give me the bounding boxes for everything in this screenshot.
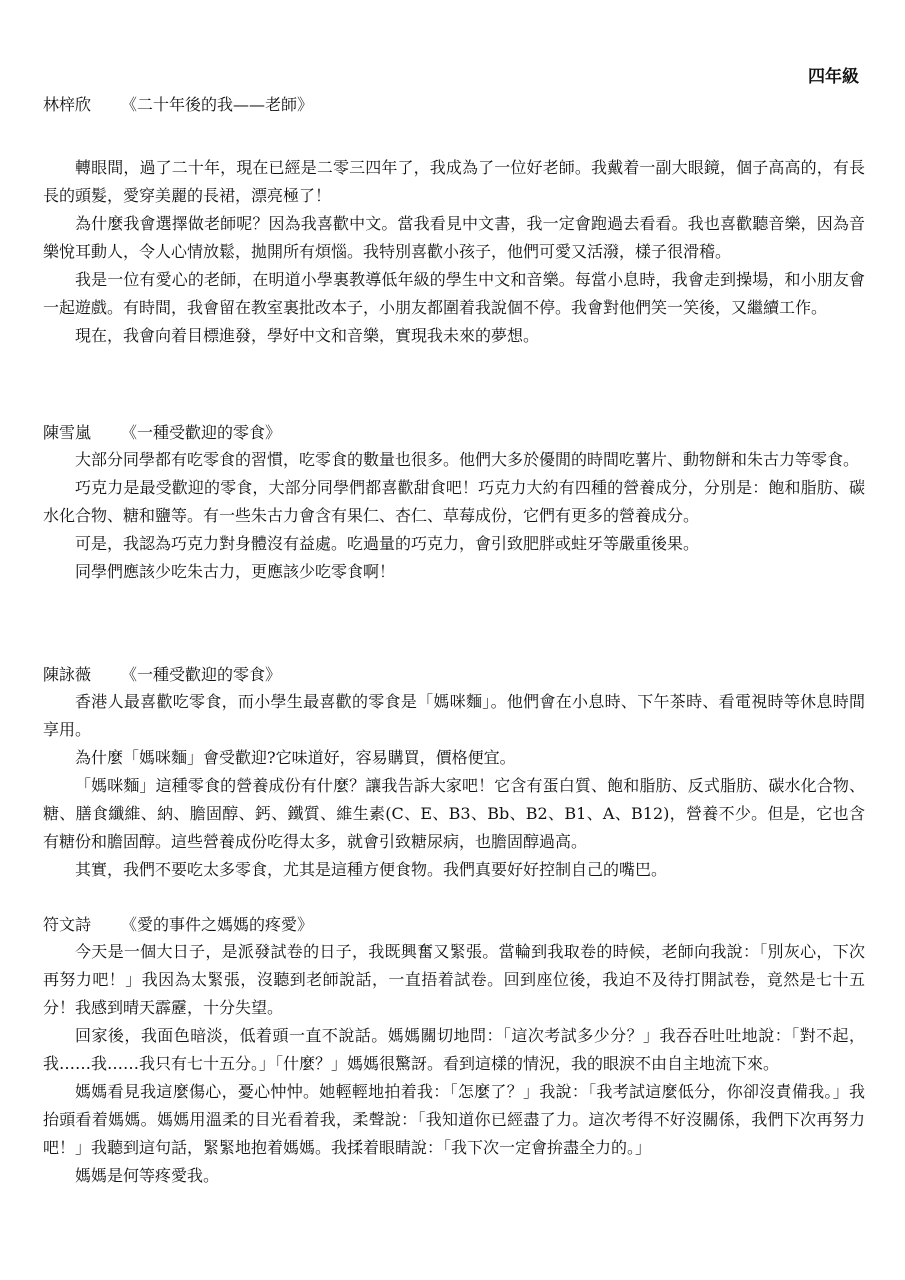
essay-4 [43,912,865,1190]
essay-title: 《一種受歡迎的零食》 [121,423,282,442]
paragraph: 巧克力是最受歡迎的零食，大部分同學們都喜歡甜食吧！巧克力大約有四種的營養成分，分別是：飽和脂肪、碳水化合物、糖和鹽等。有一些朱古力會含有果仁、杏仁、草莓成份，它們有更多的營養成分。 [43,478,865,525]
essay-title: 《愛的事件之媽媽的疼愛》 [121,915,314,934]
essay-heading [43,662,865,688]
essay-heading [43,912,865,938]
author-name: 符文詩 [43,915,92,934]
paragraph: 媽媽看見我這麼傷心，憂心忡忡。她輕輕地拍着我：「怎麼了？」我說：「我考試這麼低分，你卻沒責備我。」我抬頭看着媽媽。媽媽用溫柔的目光看着我，柔聲說：「我知道你已經盡了力。這次考得不好沒關係，我們下次再努力吧！」我聽到這句話，緊緊地抱着媽媽。我揉着眼睛說：「我下次一定會拚盡全力的。」 [43,1082,865,1157]
paragraph: 現在，我會向着目標進發，學好中文和音樂，實現我未來的夢想。 [75,326,540,345]
paragraph: 「媽咪麵」這種零食的營養成份有什麼？讓我告訴大家吧！它含有蛋白質、飽和脂肪、反式脂肪、碳水化合物、糖、膳食纖維、納、膽固醇、鈣、鐵質、維生素(C、E、B3、Bb、B2、B1、A、B12)，營養不少。但是，它也含有糖份和膽固醇。這些營養成份吃得太多，就會引致糖尿病，也膽固醇過高。 [43,776,865,851]
paragraph: 回家後，我面色暗淡，低着頭一直不說話。媽媽關切地問：「這次考試多少分？」我吞吞吐吐地說：「對不起，我……我……我只有七十五分。」「什麼？」媽媽很驚訝。看到這樣的情況，我的眼淚不由自主地流下來。 [43,1026,865,1073]
paragraph: 我是一位有愛心的老師，在明道小學裏教導低年級的學生中文和音樂。每當小息時，我會走到操場，和小朋友會一起遊戲。有時間，我會留在教室裏批改本子，小朋友都圍着我說個不停。我會對他們笑一笑後，又繼續工作。 [43,270,865,317]
paragraph: 大部分同學都有吃零食的習慣，吃零食的數量也很多。他們大多於優閒的時間吃薯片、動物餅和朱古力等零食。 [75,450,860,469]
essay-2 [43,420,865,586]
paragraph: 同學們應該少吃朱古力，更應該少吃零食啊！ [75,562,396,581]
paragraph: 可是，我認為巧克力對身體沒有益處。吃過量的巧克力，會引致肥胖或蛀牙等嚴重後果。 [75,534,700,553]
essay-3 [43,662,865,884]
author-name: 陳雪嵐 [43,423,92,442]
essay-title: 《二十年後的我——老師》 [121,95,314,114]
paragraph: 轉眼間，過了二十年，現在已經是二零三四年了，我成為了一位好老師。我戴着一副大眼鏡，個子高高的，有長長的頭髮，愛穿美麗的長裙，漂亮極了！ [43,158,865,205]
paragraph: 媽媽是何等疼愛我。 [75,1166,220,1185]
paragraph: 為什麼我會選擇做老師呢？因為我喜歡中文。當我看見中文書，我一定會跑過去看看。我也喜歡聽音樂，因為音樂悅耳動人，令人心情放鬆，拋開所有煩惱。我特別喜歡小孩子，他們可愛又活潑，樣子很滑稽。 [43,214,865,261]
essay-title: 《一種受歡迎的零食》 [121,665,282,684]
author-name: 陳詠薇 [43,665,92,684]
essay-1 [43,92,865,350]
paragraph: 其實，我們不要吃太多零食，尤其是這種方便食物。我們真要好好控制自己的嘴巴。 [75,860,668,879]
paragraph: 香港人最喜歡吃零食，而小學生最喜歡的零食是「媽咪麵」。他們會在小息時、下午茶時、看電視時等休息時間享用。 [43,692,865,739]
author-name: 林梓欣 [43,95,92,114]
essay-heading [43,420,865,446]
paragraph: 今天是一個大日子，是派發試卷的日子，我既興奮又緊張。當輪到我取卷的時候，老師向我說：「別灰心，下次再努力吧！」我因為太緊張，沒聽到老師說話，一直捂着試卷。回到座位後，我迫不及待打開試卷，竟然是七十五分！我感到晴天霹靂，十分失望。 [43,942,865,1017]
essay-heading [43,92,865,118]
grade-label: 四年級 [808,67,859,87]
paragraph: 為什麼「媽咪麵」會受歡迎?它味道好，容易購買，價格便宜。 [75,748,516,767]
